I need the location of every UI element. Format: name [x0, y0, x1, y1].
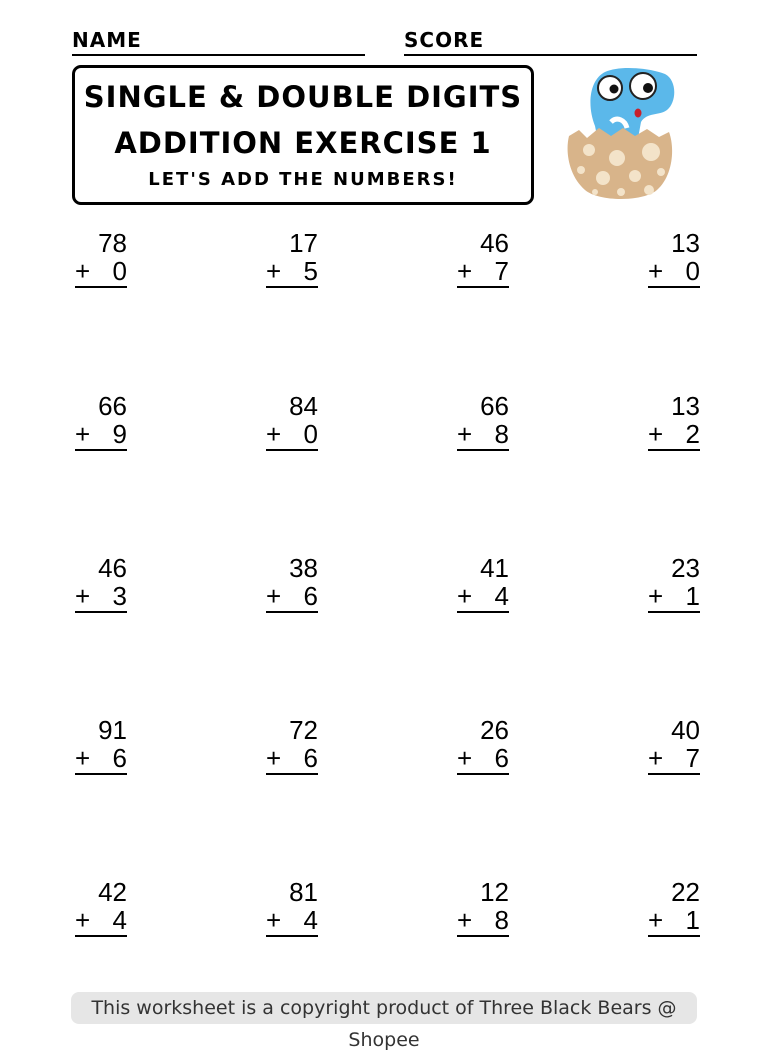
score-field[interactable] [404, 28, 697, 56]
plus-sign: + [648, 256, 664, 286]
copyright-footer: This worksheet is a copyright product of Three Black Bears @ Shopee [71, 992, 697, 1024]
bottom-number: 2 [685, 419, 700, 449]
top-number: 84 [289, 391, 318, 421]
answer-line [457, 743, 509, 775]
bottom-number: 6 [303, 581, 318, 611]
bottom-number: 8 [494, 905, 509, 935]
top-number: 46 [480, 228, 509, 258]
score-label: SCORE [404, 28, 485, 52]
answer-line [266, 581, 318, 613]
top-number: 40 [671, 715, 700, 745]
plus-sign: + [266, 419, 282, 449]
bottom-number: 9 [112, 419, 127, 449]
top-number: 66 [98, 391, 127, 421]
plus-sign: + [648, 743, 664, 773]
top-number: 17 [289, 228, 318, 258]
bottom-number: 4 [112, 905, 127, 935]
answer-line [648, 905, 700, 937]
bottom-number: 0 [685, 256, 700, 286]
bottom-number: 6 [112, 743, 127, 773]
answer-line [457, 419, 509, 451]
top-number: 42 [98, 877, 127, 907]
top-number: 41 [480, 553, 509, 583]
plus-sign: + [75, 905, 91, 935]
plus-sign: + [457, 581, 473, 611]
top-number: 13 [671, 391, 700, 421]
top-number: 66 [480, 391, 509, 421]
bottom-number: 6 [303, 743, 318, 773]
dinosaur-in-egg-icon [565, 66, 677, 202]
bottom-number: 6 [494, 743, 509, 773]
subtitle: LET'S ADD THE NUMBERS! [148, 169, 458, 190]
bottom-number: 3 [112, 581, 127, 611]
plus-sign: + [457, 419, 473, 449]
plus-sign: + [75, 581, 91, 611]
answer-line [648, 256, 700, 288]
answer-line [75, 743, 127, 775]
name-label: NAME [72, 28, 142, 52]
plus-sign: + [75, 419, 91, 449]
answer-line [648, 419, 700, 451]
top-number: 23 [671, 553, 700, 583]
plus-sign: + [648, 419, 664, 449]
bottom-number: 1 [685, 905, 700, 935]
name-field[interactable] [72, 28, 365, 56]
answer-line [266, 905, 318, 937]
top-number: 81 [289, 877, 318, 907]
answer-line [75, 581, 127, 613]
plus-sign: + [648, 581, 664, 611]
plus-sign: + [266, 256, 282, 286]
answer-line [457, 256, 509, 288]
answer-line [457, 905, 509, 937]
answer-line [648, 743, 700, 775]
top-number: 78 [98, 228, 127, 258]
bottom-number: 7 [494, 256, 509, 286]
plus-sign: + [266, 743, 282, 773]
answer-line [266, 256, 318, 288]
plus-sign: + [648, 905, 664, 935]
top-number: 26 [480, 715, 509, 745]
answer-line [457, 581, 509, 613]
bottom-number: 8 [494, 419, 509, 449]
bottom-number: 7 [685, 743, 700, 773]
bottom-number: 4 [494, 581, 509, 611]
bottom-number: 0 [303, 419, 318, 449]
bottom-number: 1 [685, 581, 700, 611]
top-number: 22 [671, 877, 700, 907]
plus-sign: + [457, 743, 473, 773]
answer-line [648, 581, 700, 613]
top-number: 72 [289, 715, 318, 745]
plus-sign: + [75, 256, 91, 286]
bottom-number: 5 [303, 256, 318, 286]
plus-sign: + [457, 256, 473, 286]
title-line-2: ADDITION EXERCISE 1 [114, 126, 492, 160]
top-number: 46 [98, 553, 127, 583]
bottom-number: 0 [112, 256, 127, 286]
top-number: 13 [671, 228, 700, 258]
plus-sign: + [75, 743, 91, 773]
answer-line [75, 256, 127, 288]
bottom-number: 4 [303, 905, 318, 935]
plus-sign: + [266, 905, 282, 935]
answer-line [266, 419, 318, 451]
top-number: 38 [289, 553, 318, 583]
title-box [72, 65, 534, 205]
plus-sign: + [457, 905, 473, 935]
top-number: 12 [480, 877, 509, 907]
title-line-1: SINGLE & DOUBLE DIGITS [83, 80, 523, 114]
answer-line [266, 743, 318, 775]
plus-sign: + [266, 581, 282, 611]
top-number: 91 [98, 715, 127, 745]
answer-line [75, 419, 127, 451]
answer-line [75, 905, 127, 937]
